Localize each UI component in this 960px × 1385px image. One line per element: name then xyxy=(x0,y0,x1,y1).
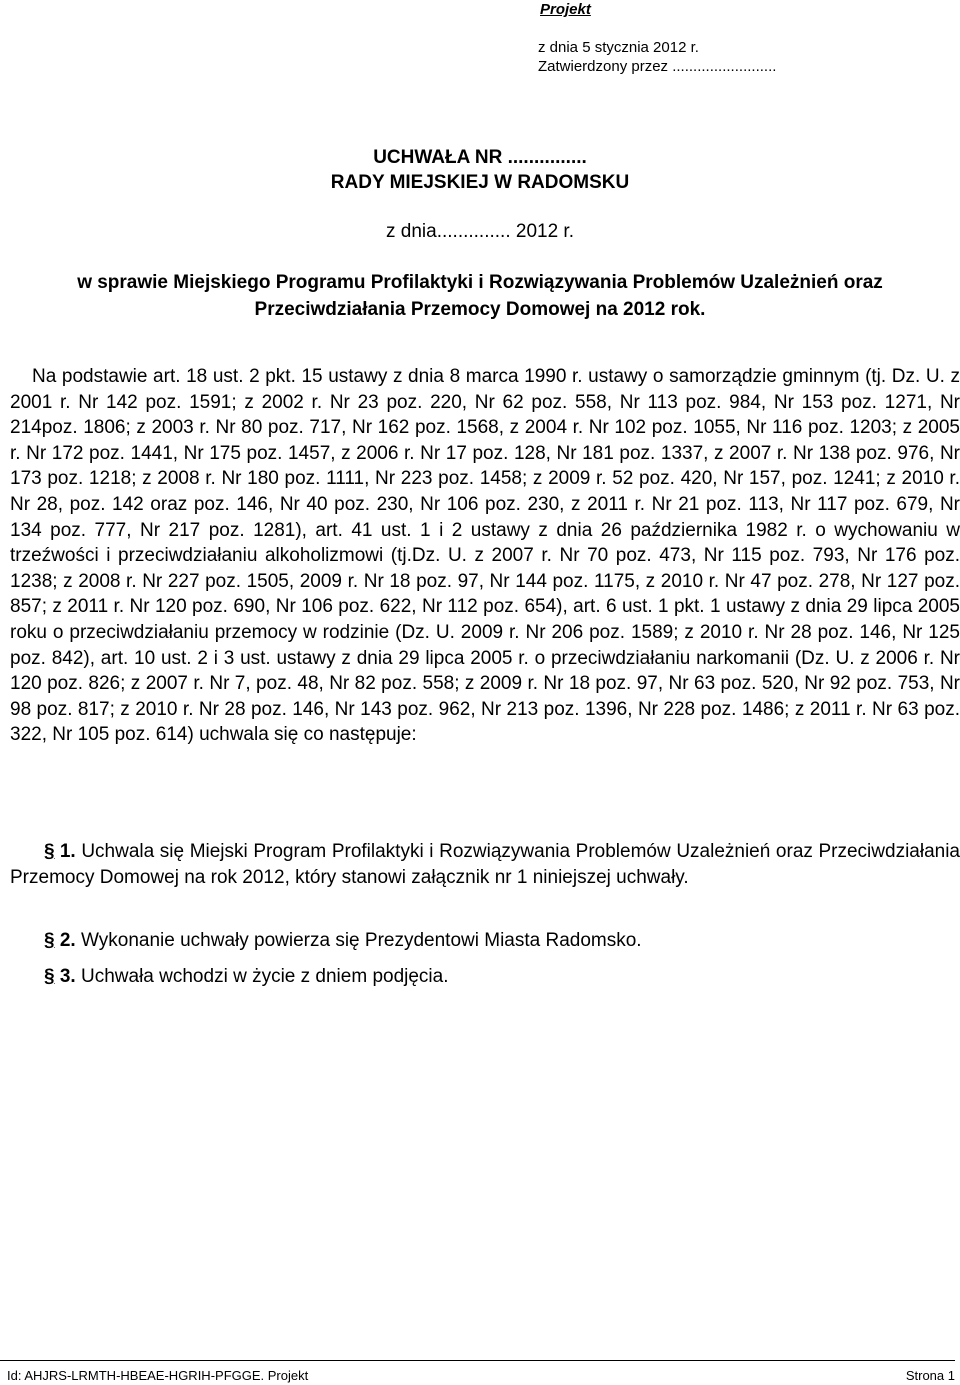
status-label: Projekt xyxy=(540,1,591,18)
section-text: Uchwała wchodzi w życie z dniem podjęcia. xyxy=(81,966,449,987)
section-number: 2. xyxy=(59,930,76,951)
section-3 xyxy=(10,964,960,990)
section-number: 3. xyxy=(59,966,76,987)
section-text: Wykonanie uchwały powierza się Prezydentowi Miasta Radomsko. xyxy=(81,930,642,951)
document-header xyxy=(538,0,776,76)
resolution-subject xyxy=(0,269,960,323)
section-2 xyxy=(10,928,960,954)
section-1 xyxy=(10,839,960,890)
page-number: Strona 1 xyxy=(905,1368,955,1383)
draft-date: z dnia 5 stycznia 2012 r. xyxy=(538,39,699,56)
section-text: Uchwala się Miejski Program Profilaktyki i Rozwiązywania Problemów Uzależnień oraz Przeciwdziałania Przemocy Domowej na rok 2012, który stanowi załącznik nr 1 niniejszej uchwały. xyxy=(10,841,960,888)
section-sign: § xyxy=(44,841,55,862)
council-name: RADY MIEJSKIEJ W RADOMSKU xyxy=(330,172,630,193)
legal-basis-text: Na podstawie art. 18 ust. 2 pkt. 15 ustawy z dnia 8 marca 1990 r. ustawy o samorządzie gminnym (tj. Dz. U. z 2001 r. Nr 142 poz. 1591; z 2002 r. Nr 23 poz. 220, Nr 62 poz. 558, Nr 113 poz. 984, Nr 153 poz. 1271, Nr 214poz. 1806; z 2003 r. Nr 80 poz. 717, Nr 162 poz. 1568, z 2004 r. Nr 102 poz. 1055, Nr 116 poz. 1203; z 2005 r. Nr 172 poz. 1441, Nr 175 poz. 1457, z 2006 r. Nr 17 poz. 128, Nr 181 poz. 1337, z 2007 r. Nr 138 poz. 976, Nr 173 poz. 1218; z 2008 r. Nr 180 poz. 1111, Nr 223 poz. 1458; z 2009 r. 52 poz. 420, Nr 157, poz. 1241; z 2010 r. Nr 28, poz. 142 oraz poz. 146, Nr 40 poz. 230, Nr 106 poz. 230, z 2011 r. Nr 21 poz. 113, Nr 117 poz. 679, Nr 134 poz. 777, Nr 217 poz. 1281), art. 41 ust. 1 i 2 ustawy z dnia 26 października 1982 r. o wychowaniu w trzeźwości i przeciwdziałaniu alkoholizmowi (tj.Dz. U. z 2007 r. Nr 70 poz. 473, Nr 115 poz. 793, Nr 176 poz. 1238; z 2008 r. Nr 227 poz. 1505, 2009 r. Nr 18 poz. 97, Nr 144 poz. 1175, z 2010 r. Nr 47 poz. 278, Nr 127 poz. 857; z 2011 r. Nr 120 poz. 690, Nr 106 poz. 622, Nr 112 poz. 654), art. 6 ust. 1 pkt. 1 ustawy z dnia 29 lipca 2005 roku o przeciwdziałaniu przemocy w rodzinie (Dz. U. 2009 r. Nr 206 poz. 1589; z 2010 r. Nr 28 poz. 146, Nr 125 poz. 842), art. 10 ust. 2 i 3 ust. ustawy z dnia 29 lipca 2005 r. o przeciwdziałaniu narkomanii (Dz. U. z 2006 r. Nr 120 poz. 826; z 2007 r. Nr 7, poz. 48, Nr 82 poz. 558; z 2009 r. Nr 18 poz. 97, Nr 63 poz. 520, Nr 92 poz. 753, Nr 98 poz. 817; z 2010 r. Nr 28 poz. 146, Nr 143 poz. 962, Nr 213 poz. 1396, Nr 228 poz. 1486; z 2011 r. Nr 63 poz. 322, Nr 105 poz. 614) uchwala się co następuje: xyxy=(10,366,960,746)
resolution-date: z dnia.............. 2012 r. xyxy=(386,221,574,242)
subject-line-1: w sprawie Miejskiego Programu Profilaktyki i Rozwiązywania Problemów Uzależnień oraz xyxy=(77,272,883,293)
page-footer xyxy=(0,1360,955,1385)
approved-by: Zatwierdzony przez ......................... xyxy=(538,58,777,75)
document-id: Id: AHJRS-LRMTH-HBEAE-HGRIH-PFGGE. Projekt xyxy=(7,1368,309,1383)
legal-basis-paragraph xyxy=(10,364,960,748)
resolution-number: UCHWAŁA NR ............... xyxy=(373,147,587,168)
section-number: 1. xyxy=(59,841,76,862)
subject-line-2: Przeciwdziałania Przemocy Domowej na 2012 rok. xyxy=(254,299,706,320)
section-sign: § xyxy=(44,930,55,951)
section-sign: § xyxy=(44,966,55,987)
